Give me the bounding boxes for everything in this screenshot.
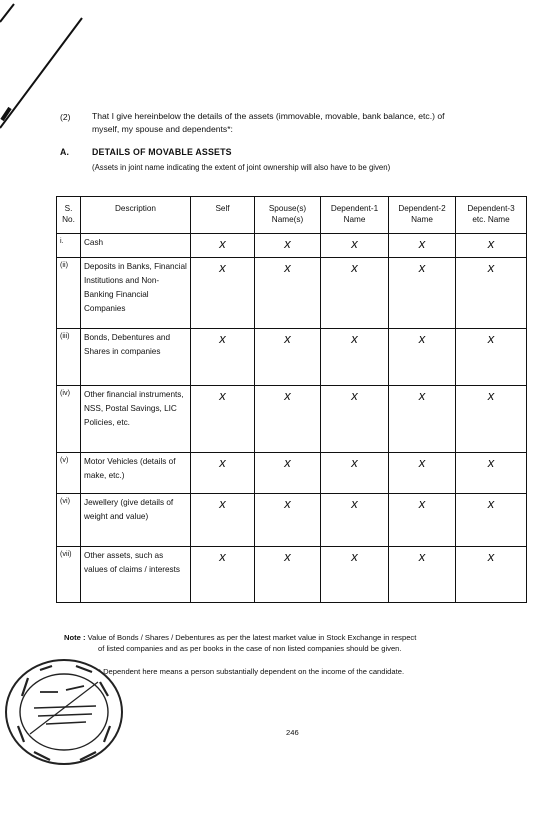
mark-dependent-2: x [389, 258, 456, 329]
intro-line-2: myself, my spouse and dependents*: [92, 124, 233, 134]
row-description: Jewellery (give details of weight and value) [81, 494, 191, 547]
row-sno: (vi) [57, 494, 81, 547]
row-sno: (vii) [57, 547, 81, 603]
mark-self: x [191, 453, 255, 494]
mark-dependent-2: x [389, 547, 456, 603]
mark-self: x [191, 547, 255, 603]
intro-paragraph [92, 110, 532, 136]
mark-dependent-1: x [321, 234, 389, 258]
movable-assets-table [56, 196, 527, 603]
clause-number: (2) [60, 112, 71, 122]
mark-dependent-3: x [456, 234, 527, 258]
note-line-2: of listed companies and as per books in the case of non listed companies should be given. [98, 644, 402, 653]
mark-self: x [191, 386, 255, 453]
mark-self: x [191, 329, 255, 386]
mark-self: x [191, 234, 255, 258]
mark-dependent-2: x [389, 329, 456, 386]
table-row [57, 453, 527, 494]
table-header-row [57, 197, 527, 234]
mark-dependent-1: x [321, 386, 389, 453]
mark-dependent-2: x [389, 386, 456, 453]
table-row [57, 386, 527, 453]
row-description: Other assets, such as values of claims / interests [81, 547, 191, 603]
mark-self: x [191, 258, 255, 329]
mark-self: x [191, 494, 255, 547]
table-row [57, 547, 527, 603]
mark-spouse: x [255, 547, 321, 603]
header-dependent-2: Dependent-2 Name [389, 197, 456, 234]
row-description: Cash [81, 234, 191, 258]
header-dependent-3: Dependent-3 etc. Name [456, 197, 527, 234]
mark-dependent-3: x [456, 258, 527, 329]
mark-spouse: x [255, 329, 321, 386]
table-row [57, 329, 527, 386]
mark-spouse: x [255, 234, 321, 258]
mark-dependent-2: x [389, 453, 456, 494]
row-sno: (ii) [57, 258, 81, 329]
mark-spouse: x [255, 494, 321, 547]
mark-dependent-1: x [321, 494, 389, 547]
mark-spouse: x [255, 453, 321, 494]
header-dependent-1: Dependent-1 Name [321, 197, 389, 234]
note-block [64, 632, 534, 654]
mark-spouse: x [255, 258, 321, 329]
footnote: * Dependent here means a person substantially dependent on the income of the candidate. [98, 667, 405, 676]
table-row [57, 234, 527, 258]
mark-dependent-1: x [321, 547, 389, 603]
mark-dependent-1: x [321, 453, 389, 494]
page-number: 246 [286, 728, 299, 737]
mark-dependent-2: x [389, 234, 456, 258]
row-description: Other financial instruments, NSS, Postal Savings, LIC Policies, etc. [81, 386, 191, 453]
note-label: Note : [64, 633, 86, 642]
mark-dependent-1: x [321, 258, 389, 329]
official-seal-stamp [0, 656, 130, 771]
header-spouse: Spouse(s) Name(s) [255, 197, 321, 234]
mark-dependent-3: x [456, 453, 527, 494]
section-subtitle: (Assets in joint name indicating the extent of joint ownership will also have to be given) [92, 163, 391, 172]
row-description: Deposits in Banks, Financial Institutions and Non-Banking Financial Companies [81, 258, 191, 329]
mark-dependent-3: x [456, 386, 527, 453]
header-self: Self [191, 197, 255, 234]
mark-dependent-3: x [456, 329, 527, 386]
note-line-1: Value of Bonds / Shares / Debentures as per the latest market value in Stock Exchange in respect [87, 633, 417, 642]
table-row [57, 494, 527, 547]
row-description: Bonds, Debentures and Shares in companies [81, 329, 191, 386]
row-sno: (v) [57, 453, 81, 494]
scan-artifact-line [0, 0, 90, 130]
intro-line-1: That I give hereinbelow the details of the assets (immovable, movable, bank balance, etc.) of [92, 111, 445, 121]
mark-dependent-3: x [456, 494, 527, 547]
row-sno: (iv) [57, 386, 81, 453]
row-description: Motor Vehicles (details of make, etc.) [81, 453, 191, 494]
header-sno: S. No. [57, 197, 81, 234]
header-description: Description [81, 197, 191, 234]
table-row [57, 258, 527, 329]
mark-dependent-3: x [456, 547, 527, 603]
row-sno: i. [57, 234, 81, 258]
mark-dependent-2: x [389, 494, 456, 547]
section-letter: A. [60, 147, 70, 157]
mark-spouse: x [255, 386, 321, 453]
row-sno: (iii) [57, 329, 81, 386]
section-title: DETAILS OF MOVABLE ASSETS [92, 147, 232, 157]
mark-dependent-1: x [321, 329, 389, 386]
